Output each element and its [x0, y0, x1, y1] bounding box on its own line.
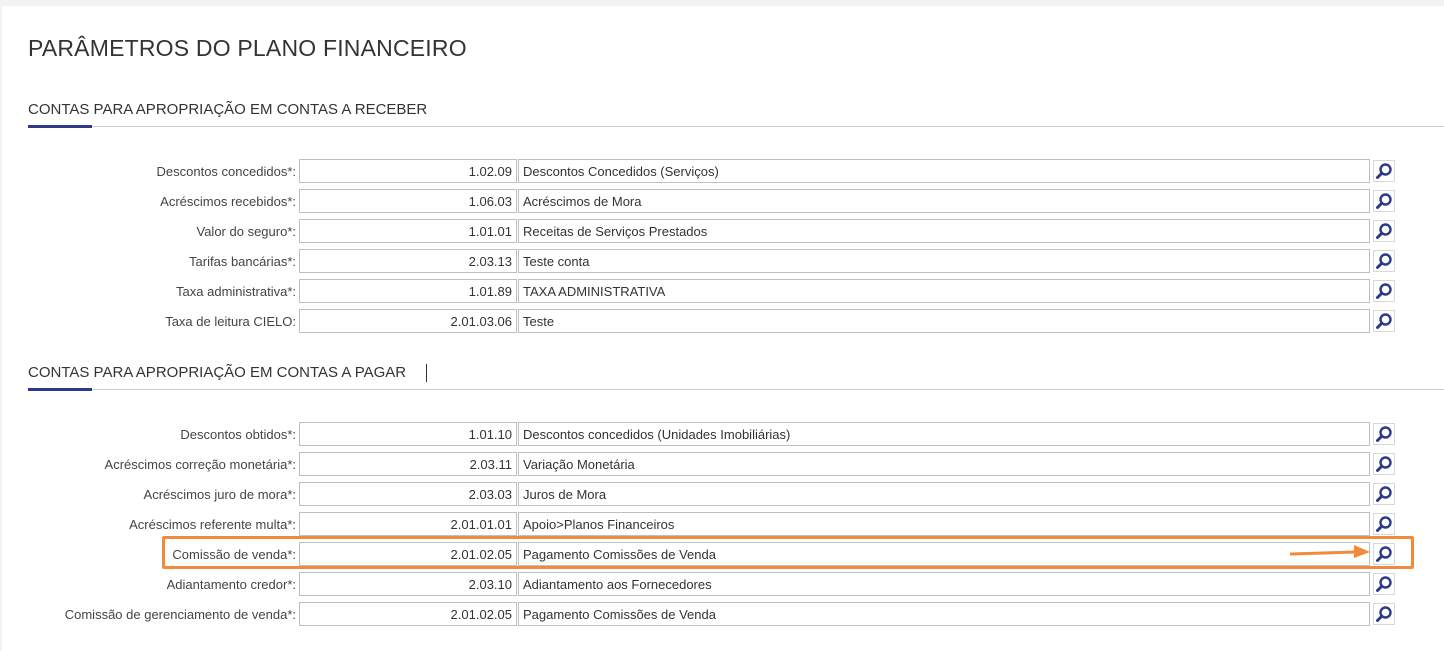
section-title-receber: CONTAS PARA APROPRIAÇÃO EM CONTAS A RECEBER — [28, 101, 428, 118]
field-label: Adiantamento credor*: — [166, 577, 296, 592]
section-divider-receber — [28, 126, 1444, 127]
search-icon — [1375, 252, 1393, 270]
account-code-input[interactable]: 1.02.09 — [299, 159, 517, 183]
lookup-button[interactable] — [1373, 250, 1395, 272]
lookup-button[interactable] — [1373, 573, 1395, 595]
lookup-button[interactable] — [1373, 310, 1395, 332]
top-border — [0, 0, 1444, 6]
lookup-button[interactable] — [1373, 513, 1395, 535]
account-description-field[interactable]: Adiantamento aos Fornecedores — [518, 572, 1370, 596]
search-icon — [1375, 485, 1393, 503]
search-icon — [1375, 605, 1393, 623]
field-label: Comissão de gerenciamento de venda*: — [64, 607, 296, 622]
account-code-input[interactable]: 2.01.02.05 — [299, 602, 517, 626]
search-icon — [1375, 545, 1393, 563]
account-code-input[interactable]: 1.06.03 — [299, 189, 517, 213]
form-row-acrescimos-correcao-monetaria — [0, 452, 1400, 476]
page-title: PARÂMETROS DO PLANO FINANCEIRO — [28, 35, 467, 61]
form-row-acrescimos-juro-de-mora — [0, 482, 1400, 506]
form-row-comissao-de-gerenciamento-de-venda — [0, 602, 1400, 626]
section-divider-pagar — [28, 389, 1444, 390]
field-label: Taxa de leitura CIELO: — [165, 314, 296, 329]
form-row-valor-do-seguro — [0, 219, 1400, 243]
account-description-field[interactable]: Variação Monetária — [518, 452, 1370, 476]
field-label: Descontos concedidos*: — [156, 164, 296, 179]
account-description-field[interactable]: Teste — [518, 309, 1370, 333]
field-label: Valor do seguro*: — [196, 224, 296, 239]
lookup-button[interactable] — [1373, 543, 1395, 565]
lookup-button[interactable] — [1373, 160, 1395, 182]
account-code-input[interactable]: 2.03.11 — [299, 452, 517, 476]
account-description-field[interactable]: Pagamento Comissões de Venda — [518, 542, 1370, 566]
account-code-input[interactable]: 1.01.89 — [299, 279, 517, 303]
account-code-input[interactable]: 2.03.03 — [299, 482, 517, 506]
section-accent-pagar — [28, 388, 92, 391]
search-icon — [1375, 222, 1393, 240]
field-label: Descontos obtidos*: — [180, 427, 296, 442]
form-row-descontos-concedidos — [0, 159, 1400, 183]
lookup-button[interactable] — [1373, 280, 1395, 302]
search-icon — [1375, 192, 1393, 210]
account-code-input[interactable]: 2.03.13 — [299, 249, 517, 273]
search-icon — [1375, 455, 1393, 473]
search-icon — [1375, 575, 1393, 593]
lookup-button[interactable] — [1373, 220, 1395, 242]
form-row-adiantamento-credor — [0, 572, 1400, 596]
form-row-tarifas-bancarias — [0, 249, 1400, 273]
search-icon — [1375, 282, 1393, 300]
field-label: Tarifas bancárias*: — [189, 254, 296, 269]
account-description-field[interactable]: Receitas de Serviços Prestados — [518, 219, 1370, 243]
section-title-pagar: CONTAS PARA APROPRIAÇÃO EM CONTAS A PAGAR — [28, 364, 407, 381]
account-description-field[interactable]: Juros de Mora — [518, 482, 1370, 506]
account-description-field[interactable]: Pagamento Comissões de Venda — [518, 602, 1370, 626]
account-description-field[interactable]: TAXA ADMINISTRATIVA — [518, 279, 1370, 303]
form-row-taxa-administrativa — [0, 279, 1400, 303]
account-code-input[interactable]: 2.01.01.01 — [299, 512, 517, 536]
form-row-comissao-de-venda — [0, 542, 1400, 566]
account-description-field[interactable]: Descontos concedidos (Unidades Imobiliárias) — [518, 422, 1370, 446]
lookup-button[interactable] — [1373, 190, 1395, 212]
section-accent-receber — [28, 125, 92, 128]
arrow-annotation — [1290, 543, 1372, 561]
field-label: Acréscimos referente multa*: — [129, 517, 296, 532]
form-row-descontos-obtidos — [0, 422, 1400, 446]
lookup-button[interactable] — [1373, 423, 1395, 445]
account-description-field[interactable]: Descontos Concedidos (Serviços) — [518, 159, 1370, 183]
account-description-field[interactable]: Apoio>Planos Financeiros — [518, 512, 1370, 536]
account-code-input[interactable]: 2.03.10 — [299, 572, 517, 596]
text-cursor — [426, 364, 427, 382]
account-code-input[interactable]: 1.01.10 — [299, 422, 517, 446]
account-code-input[interactable]: 2.01.03.06 — [299, 309, 517, 333]
account-code-input[interactable]: 1.01.01 — [299, 219, 517, 243]
field-label: Taxa administrativa*: — [176, 284, 296, 299]
field-label: Comissão de venda*: — [172, 547, 296, 562]
search-icon — [1375, 425, 1393, 443]
lookup-button[interactable] — [1373, 483, 1395, 505]
lookup-button[interactable] — [1373, 603, 1395, 625]
form-row-taxa-de-leitura-cielo — [0, 309, 1400, 333]
account-code-input[interactable]: 2.01.02.05 — [299, 542, 517, 566]
account-description-field[interactable]: Acréscimos de Mora — [518, 189, 1370, 213]
search-icon — [1375, 515, 1393, 533]
lookup-button[interactable] — [1373, 453, 1395, 475]
search-icon — [1375, 162, 1393, 180]
search-icon — [1375, 312, 1393, 330]
form-row-acrescimos-recebidos — [0, 189, 1400, 213]
form-row-acrescimos-referente-multa — [0, 512, 1400, 536]
account-description-field[interactable]: Teste conta — [518, 249, 1370, 273]
field-label: Acréscimos juro de mora*: — [143, 487, 296, 502]
field-label: Acréscimos recebidos*: — [160, 194, 296, 209]
field-label: Acréscimos correção monetária*: — [104, 457, 296, 472]
